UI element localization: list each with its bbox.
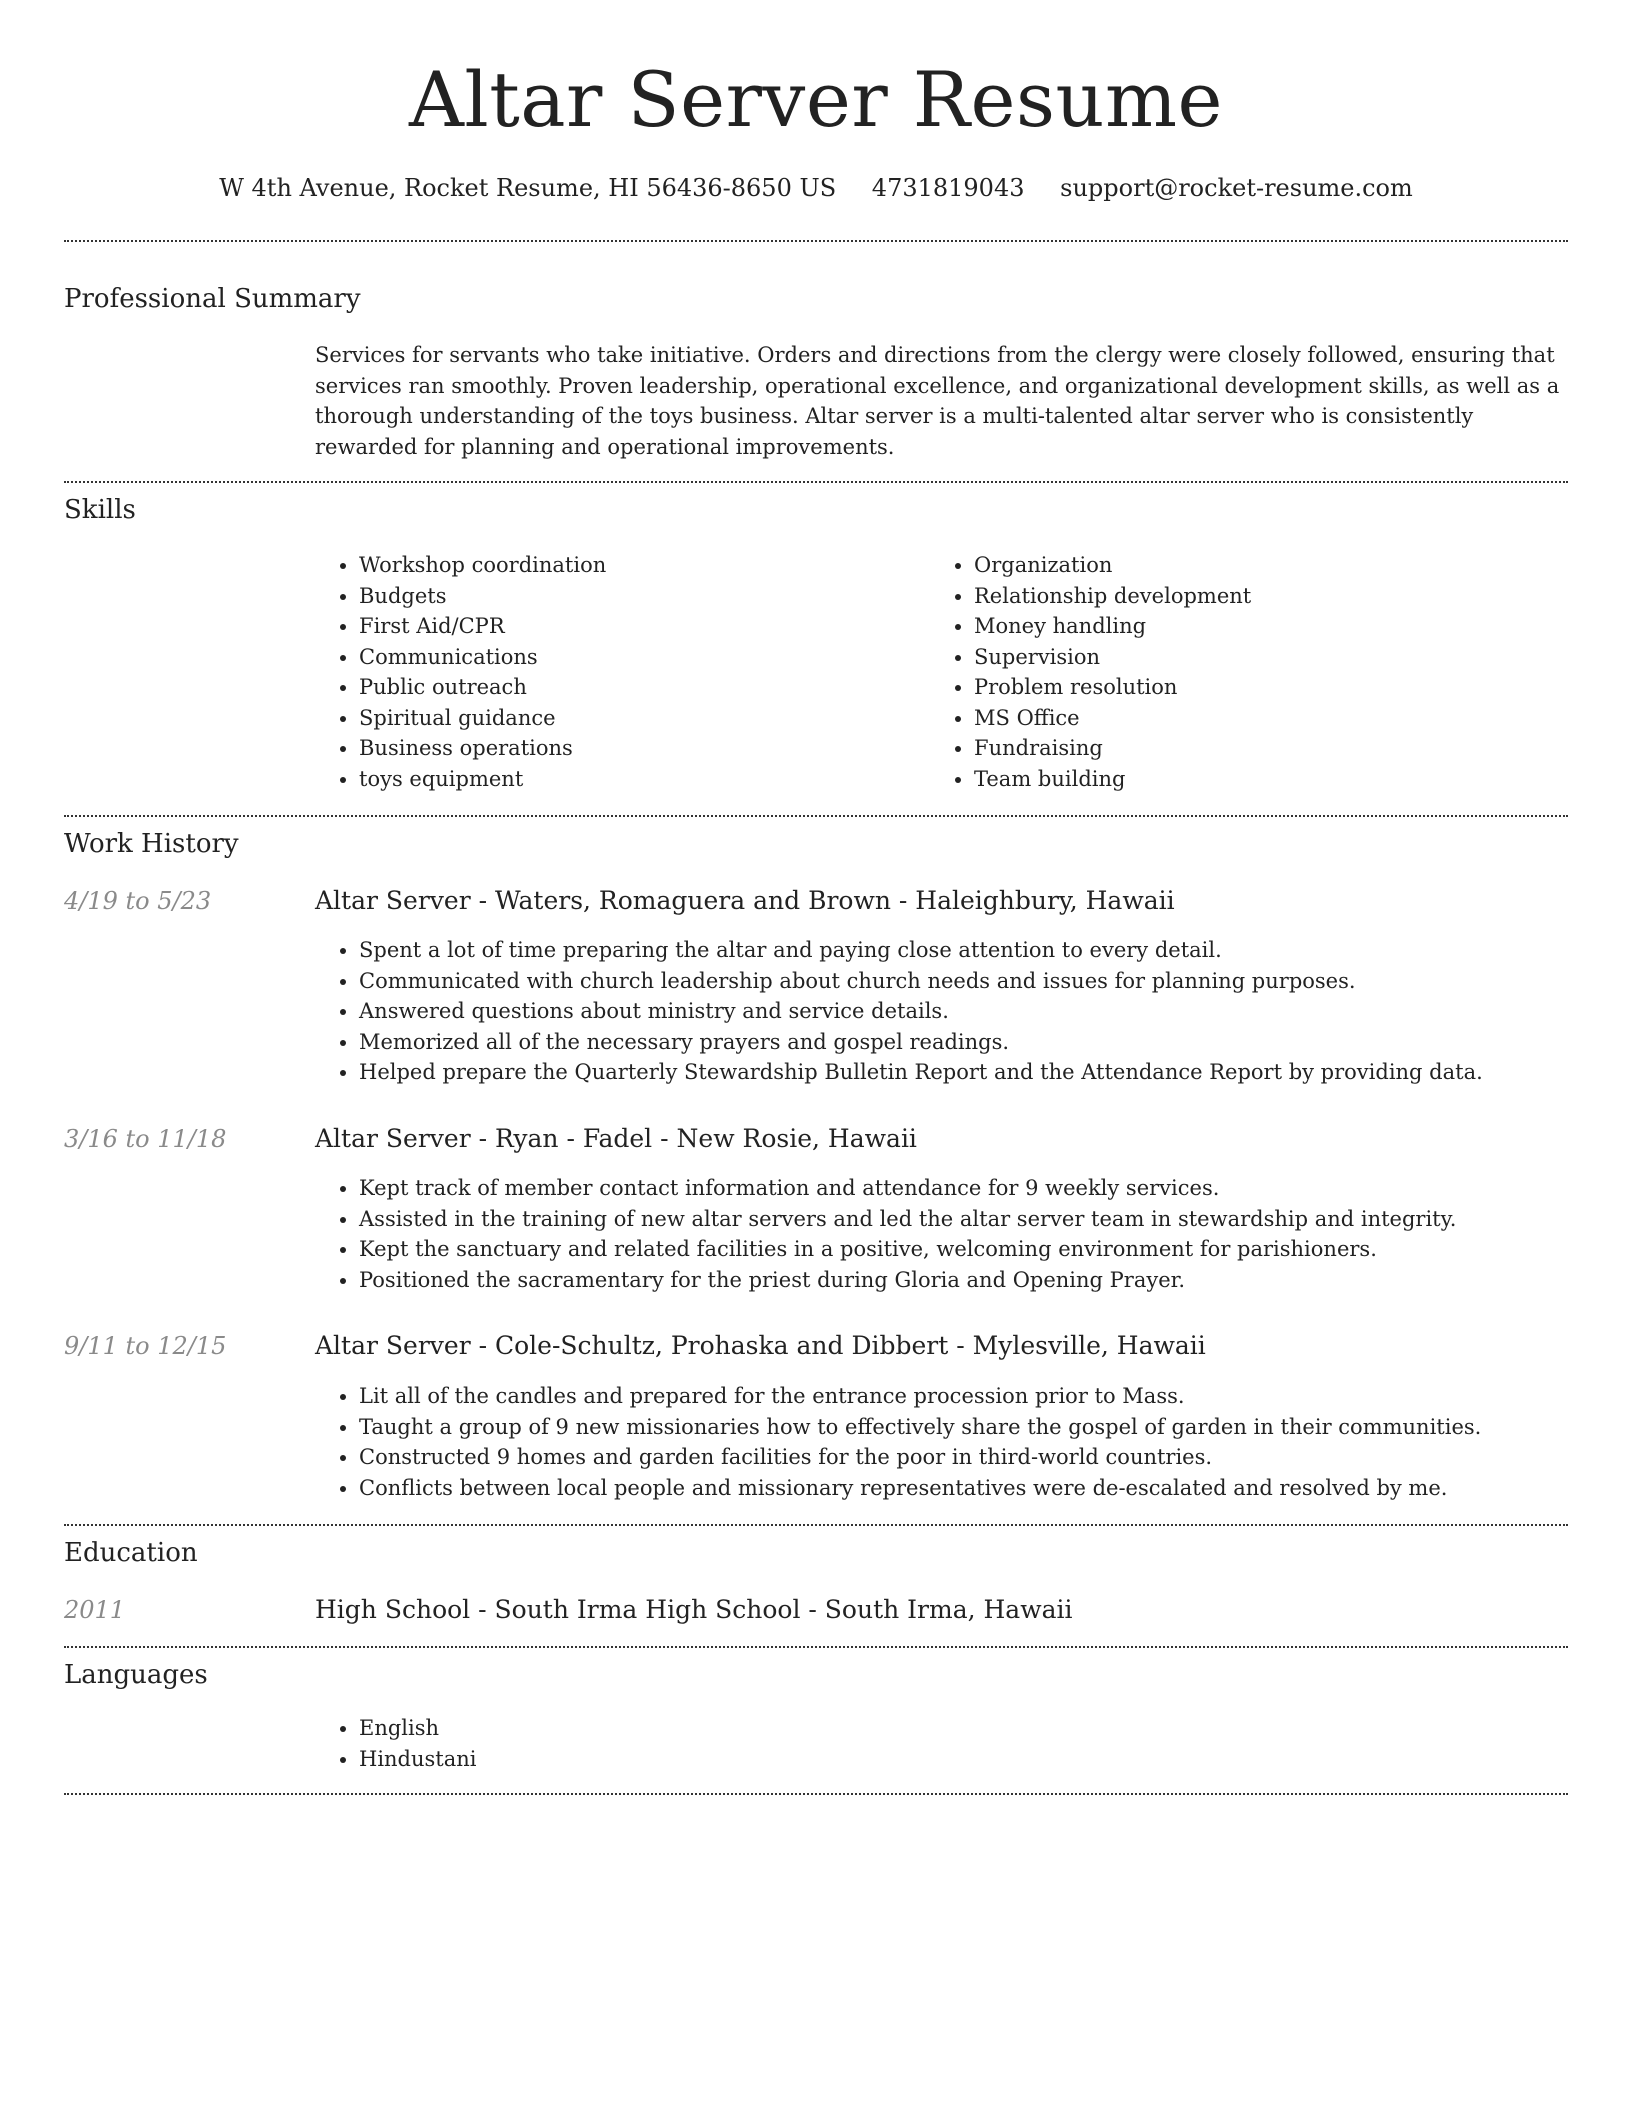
language-item: • Hindustani bbox=[359, 1744, 477, 1775]
skills-list-left bbox=[315, 550, 606, 794]
skill-item: • Team building bbox=[974, 764, 1251, 795]
job-title: Altar Server - Ryan - Fadel - New Rosie, Hawaii bbox=[315, 1124, 917, 1153]
skill-item: • Money handling bbox=[974, 611, 1251, 642]
section-divider bbox=[64, 481, 1568, 483]
work-heading: Work History bbox=[64, 829, 239, 859]
contact-email: support@rocket-resume.com bbox=[1060, 174, 1413, 202]
skill-item: • MS Office bbox=[974, 703, 1251, 734]
skill-item: • toys equipment bbox=[359, 764, 606, 795]
job-bullet: • Spent a lot of time preparing the altar and paying close attention to every detail. bbox=[359, 935, 1483, 966]
section-divider bbox=[64, 1524, 1568, 1526]
section-divider bbox=[64, 815, 1568, 817]
education-heading: Education bbox=[64, 1538, 198, 1568]
job-dates: 4/19 to 5/23 bbox=[64, 887, 212, 915]
contact-phone: 4731819043 bbox=[871, 174, 1025, 202]
job-bullet: • Kept the sanctuary and related facilities in a positive, welcoming environment for parishioners. bbox=[359, 1234, 1456, 1265]
languages-list bbox=[315, 1713, 477, 1774]
skill-item: • Supervision bbox=[974, 642, 1251, 673]
job-title: Altar Server - Waters, Romaguera and Brown - Haleighbury, Hawaii bbox=[315, 886, 1175, 915]
section-divider bbox=[64, 1646, 1568, 1648]
skill-item: • Problem resolution bbox=[974, 672, 1251, 703]
education-year: 2011 bbox=[64, 1596, 126, 1624]
section-divider bbox=[64, 1793, 1568, 1795]
job-bullet: • Answered questions about ministry and service details. bbox=[359, 996, 1483, 1027]
job-bullet: • Constructed 9 homes and garden facilities for the poor in third-world countries. bbox=[359, 1442, 1481, 1473]
job-bullet: • Assisted in the training of new altar servers and led the altar server team in stewardship and integrity. bbox=[359, 1204, 1456, 1235]
skill-item: • Fundraising bbox=[974, 733, 1251, 764]
resume-title: Altar Server Resume bbox=[409, 55, 1223, 144]
language-item: • English bbox=[359, 1713, 477, 1744]
skill-item: • Organization bbox=[974, 550, 1251, 581]
job-bullet: • Lit all of the candles and prepared for the entrance procession prior to Mass. bbox=[359, 1381, 1481, 1412]
skill-item: • Business operations bbox=[359, 733, 606, 764]
skill-item: • Workshop coordination bbox=[359, 550, 606, 581]
skill-item: • First Aid/CPR bbox=[359, 611, 606, 642]
skills-list-right bbox=[930, 550, 1251, 794]
skill-item: • Spiritual guidance bbox=[359, 703, 606, 734]
job-bullet: • Communicated with church leadership about church needs and issues for planning purposes. bbox=[359, 966, 1483, 997]
skill-item: • Public outreach bbox=[359, 672, 606, 703]
job-bullet: • Conflicts between local people and missionary representatives were de-escalated and resolved by me. bbox=[359, 1473, 1481, 1504]
languages-heading: Languages bbox=[64, 1660, 208, 1690]
contact-address: W 4th Avenue, Rocket Resume, HI 56436-8650 US bbox=[219, 174, 837, 202]
job-dates: 9/11 to 12/15 bbox=[64, 1332, 227, 1360]
job-bullets bbox=[315, 935, 1483, 1088]
job-dates: 3/16 to 11/18 bbox=[64, 1125, 227, 1153]
skill-item: • Communications bbox=[359, 642, 606, 673]
education-title: High School - South Irma High School - South Irma, Hawaii bbox=[315, 1595, 1073, 1624]
skill-item: • Budgets bbox=[359, 581, 606, 612]
summary-text: Services for servants who take initiative. Orders and directions from the clergy were closely followed, ensuring that services ran smoothly. Proven leadership, operational excellence, and organizational development skills, as well as a thorough understanding of the toys business. Altar server is a multi-talented altar server who is consistently rewarded for planning and operational improvements. bbox=[315, 343, 1560, 459]
job-bullet: • Kept track of member contact information and attendance for 9 weekly services. bbox=[359, 1173, 1456, 1204]
job-bullet: • Helped prepare the Quarterly Stewardship Bulletin Report and the Attendance Report by providing data. bbox=[359, 1057, 1483, 1088]
job-title: Altar Server - Cole-Schultz, Prohaska and Dibbert - Mylesville, Hawaii bbox=[315, 1331, 1206, 1360]
section-divider bbox=[64, 240, 1568, 242]
job-bullets bbox=[315, 1173, 1456, 1295]
job-bullet: • Taught a group of 9 new missionaries how to effectively share the gospel of garden in their communities. bbox=[359, 1412, 1481, 1443]
job-bullet: • Positioned the sacramentary for the priest during Gloria and Opening Prayer. bbox=[359, 1265, 1456, 1296]
summary-heading: Professional Summary bbox=[64, 284, 361, 314]
contact-line bbox=[64, 168, 1568, 208]
job-bullet: • Memorized all of the necessary prayers and gospel readings. bbox=[359, 1027, 1483, 1058]
skills-heading: Skills bbox=[64, 495, 136, 525]
job-bullets bbox=[315, 1381, 1481, 1503]
skill-item: • Relationship development bbox=[974, 581, 1251, 612]
